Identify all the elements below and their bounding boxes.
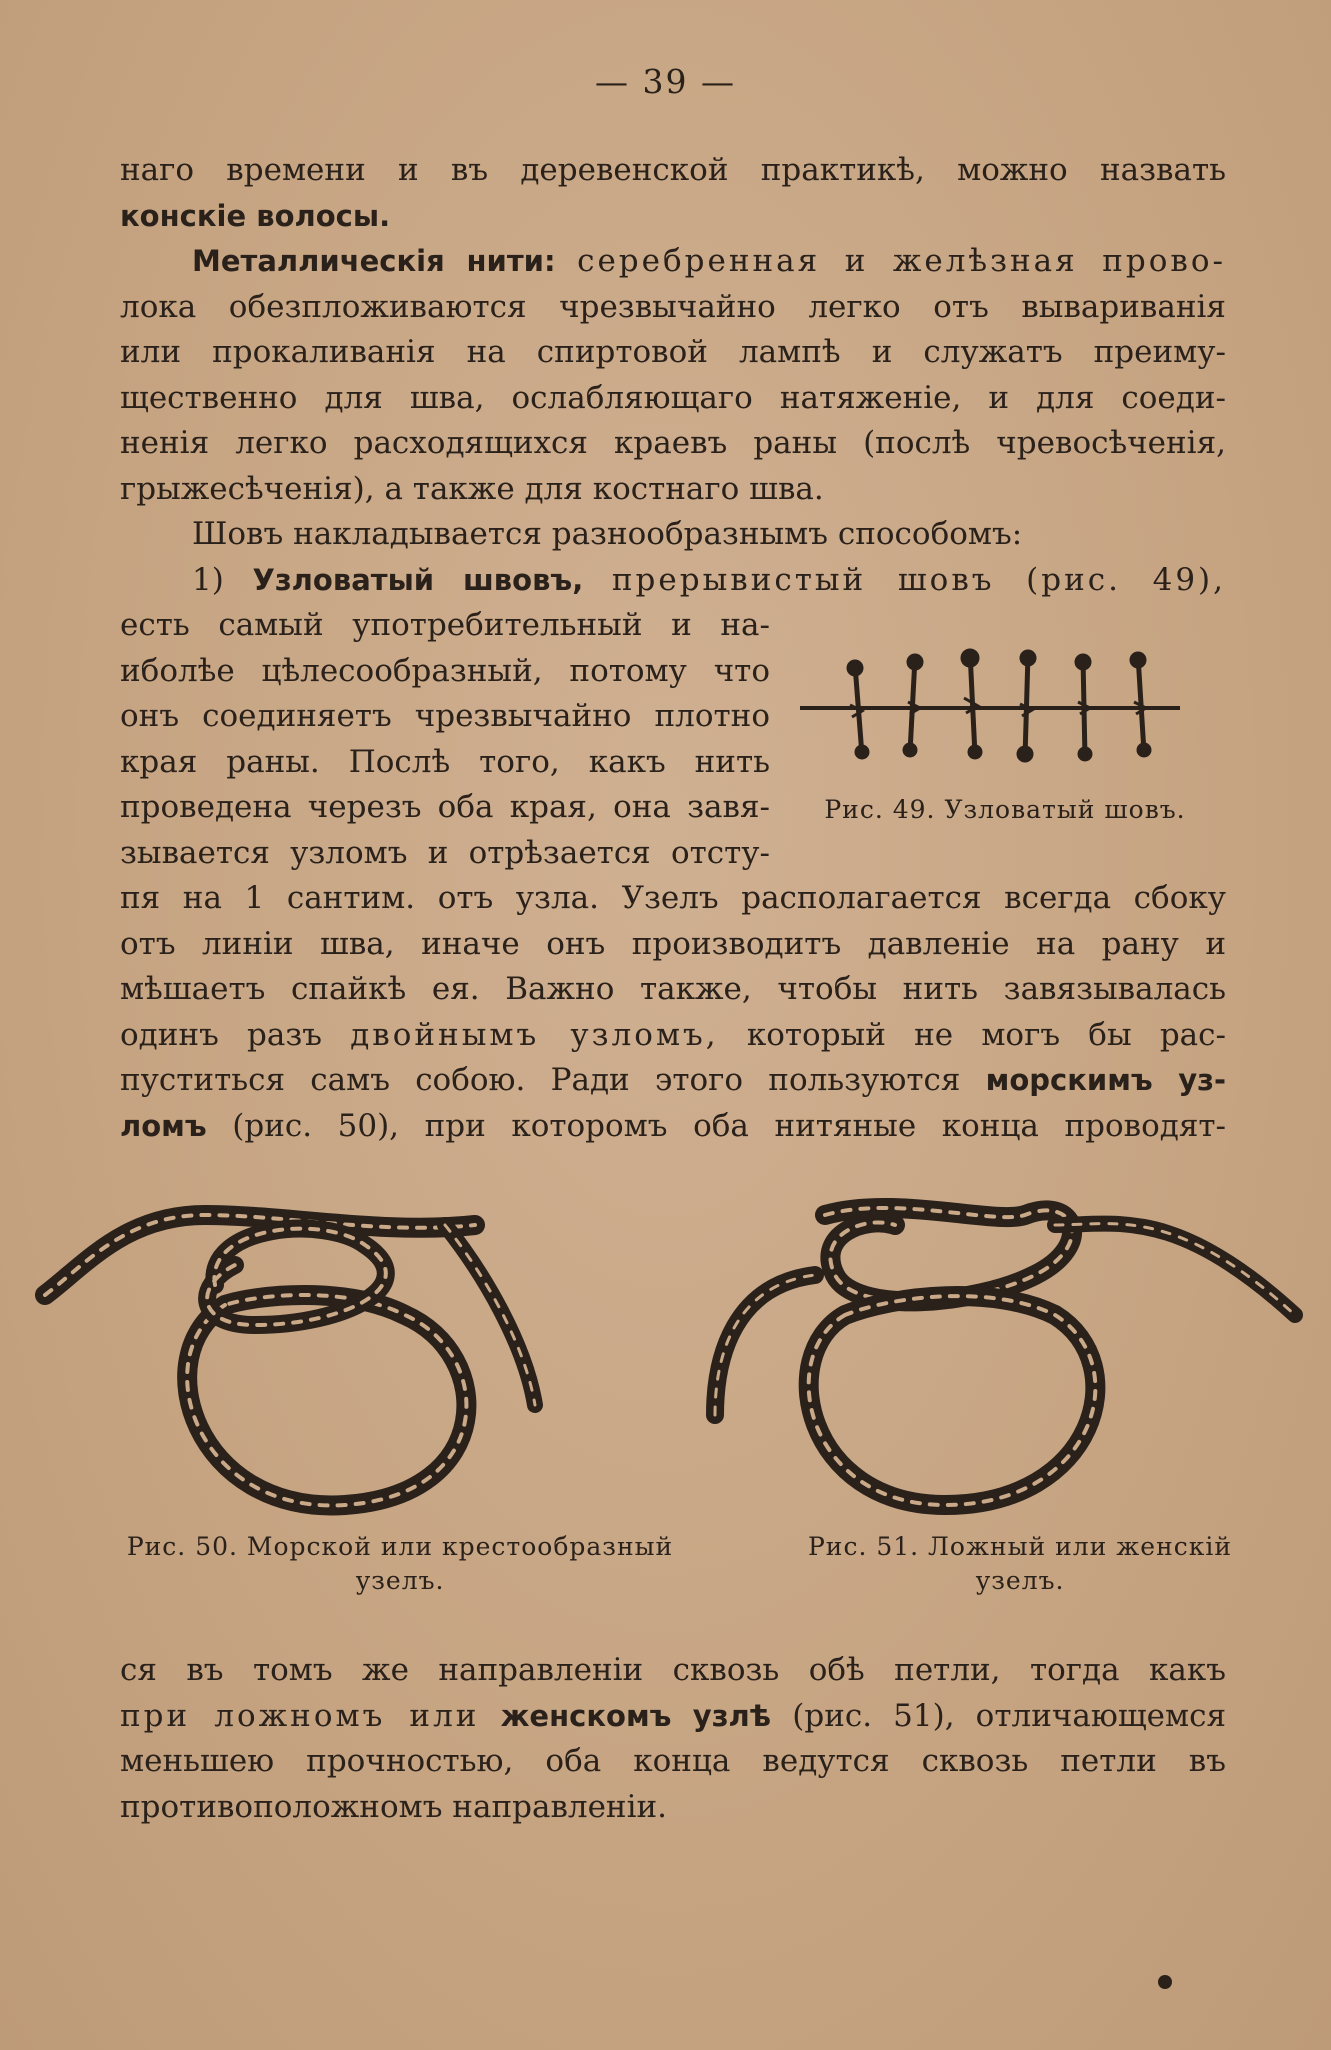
text-line: пя на 1 сантим. отъ узла. Узелъ располагается всегда сбоку [120,880,1226,916]
page-number: — 39 — [595,62,736,101]
text-line: мѣшаетъ спайкѣ ея. Важно также, чтобы нить завязывалась [120,971,1226,1007]
text-line: меньшею прочностью, оба конца ведутся сквозь петли въ [120,1743,1226,1779]
text-line: или прокаливанія на спиртовой лампѣ и служатъ преиму- [120,334,1226,370]
text-top [120,148,1226,603]
bold-term: морскимъ уз- [985,1063,1226,1097]
bold-term: ломъ [120,1108,207,1143]
bold-term: женскомъ узлѣ [500,1698,772,1733]
bold-term: Металлическія нити: [192,244,556,278]
bold-term: конскіе волосы. [120,198,391,233]
text-line: 1) Узловатый швовъ, прерывистый шовъ (рис. 49), [192,561,1226,598]
text-line: грыжесѣченія), а также для костнаго шва. [120,470,824,507]
text-line: одинъ разъ двойнымъ узломъ, который не могъ бы рас- [120,1016,1226,1053]
figure-51-caption: Рис. 51. Ложный или женскій узелъ. [807,1532,1233,1595]
text-line: иболѣе цѣлесообразный, потому что [120,652,770,689]
figure-49-interrupted-suture [800,640,1180,780]
figure-50-caption: Рис. 50. Морской или крестообразный узелъ. [126,1532,674,1595]
text-line [120,194,1226,240]
text-bottom [120,1648,1226,1830]
text-line: онъ соединяетъ чрезвычайно плотно [120,698,770,734]
text-line: пуститься самъ собою. Ради этого пользуются морскимъ уз- [120,1062,1226,1098]
text-line: Металлическія нити: серебренная и желѣзная прово- [192,243,1226,279]
text-narrow [120,603,770,876]
text-line: ненія легко расходящихся краевъ раны (послѣ чревосѣченія, [120,425,1226,461]
figure-51-granny-knot [695,1185,1315,1530]
text-middle [120,876,1226,1149]
text-line: проведена черезъ оба края, она завя- [120,789,770,825]
text-line: щественно для шва, ослабляющаго натяженіе, и для соеди- [120,379,1226,416]
figure-49-caption: Рис. 49. Узловатый шовъ. [824,795,1186,824]
ink-dot [1158,1975,1172,1989]
text-line: ломъ (рис. 50), при которомъ оба нитяные конца проводят- [120,1107,1226,1144]
text-line: зывается узломъ и отрѣзается отсту- [120,834,770,871]
text-line: края раны. Послѣ того, какъ нить [120,743,770,780]
bold-term: Узловатый швовъ, [252,562,584,597]
text-line: при ложномъ или женскомъ узлѣ (рис. 51), отличающемся [120,1697,1227,1734]
text-line: наго времени и въ деревенской практикѣ, можно назвать [120,152,1226,188]
text-line: ся въ томъ же направленіи сквозь обѣ петли, тогда какъ [120,1652,1226,1688]
text-line: противоположномъ направленіи. [120,1788,668,1825]
text-line: есть самый употребительный и на- [120,607,770,643]
text-line: лока обезпложиваются чрезвычайно легко отъ вывариванія [120,288,1226,325]
figure-50-reef-knot [25,1185,675,1530]
text-line: отъ линіи шва, иначе онъ производитъ давленіе на рану и [120,925,1226,962]
text-line: Шовъ накладывается разнообразнымъ способомъ: [192,516,1023,552]
